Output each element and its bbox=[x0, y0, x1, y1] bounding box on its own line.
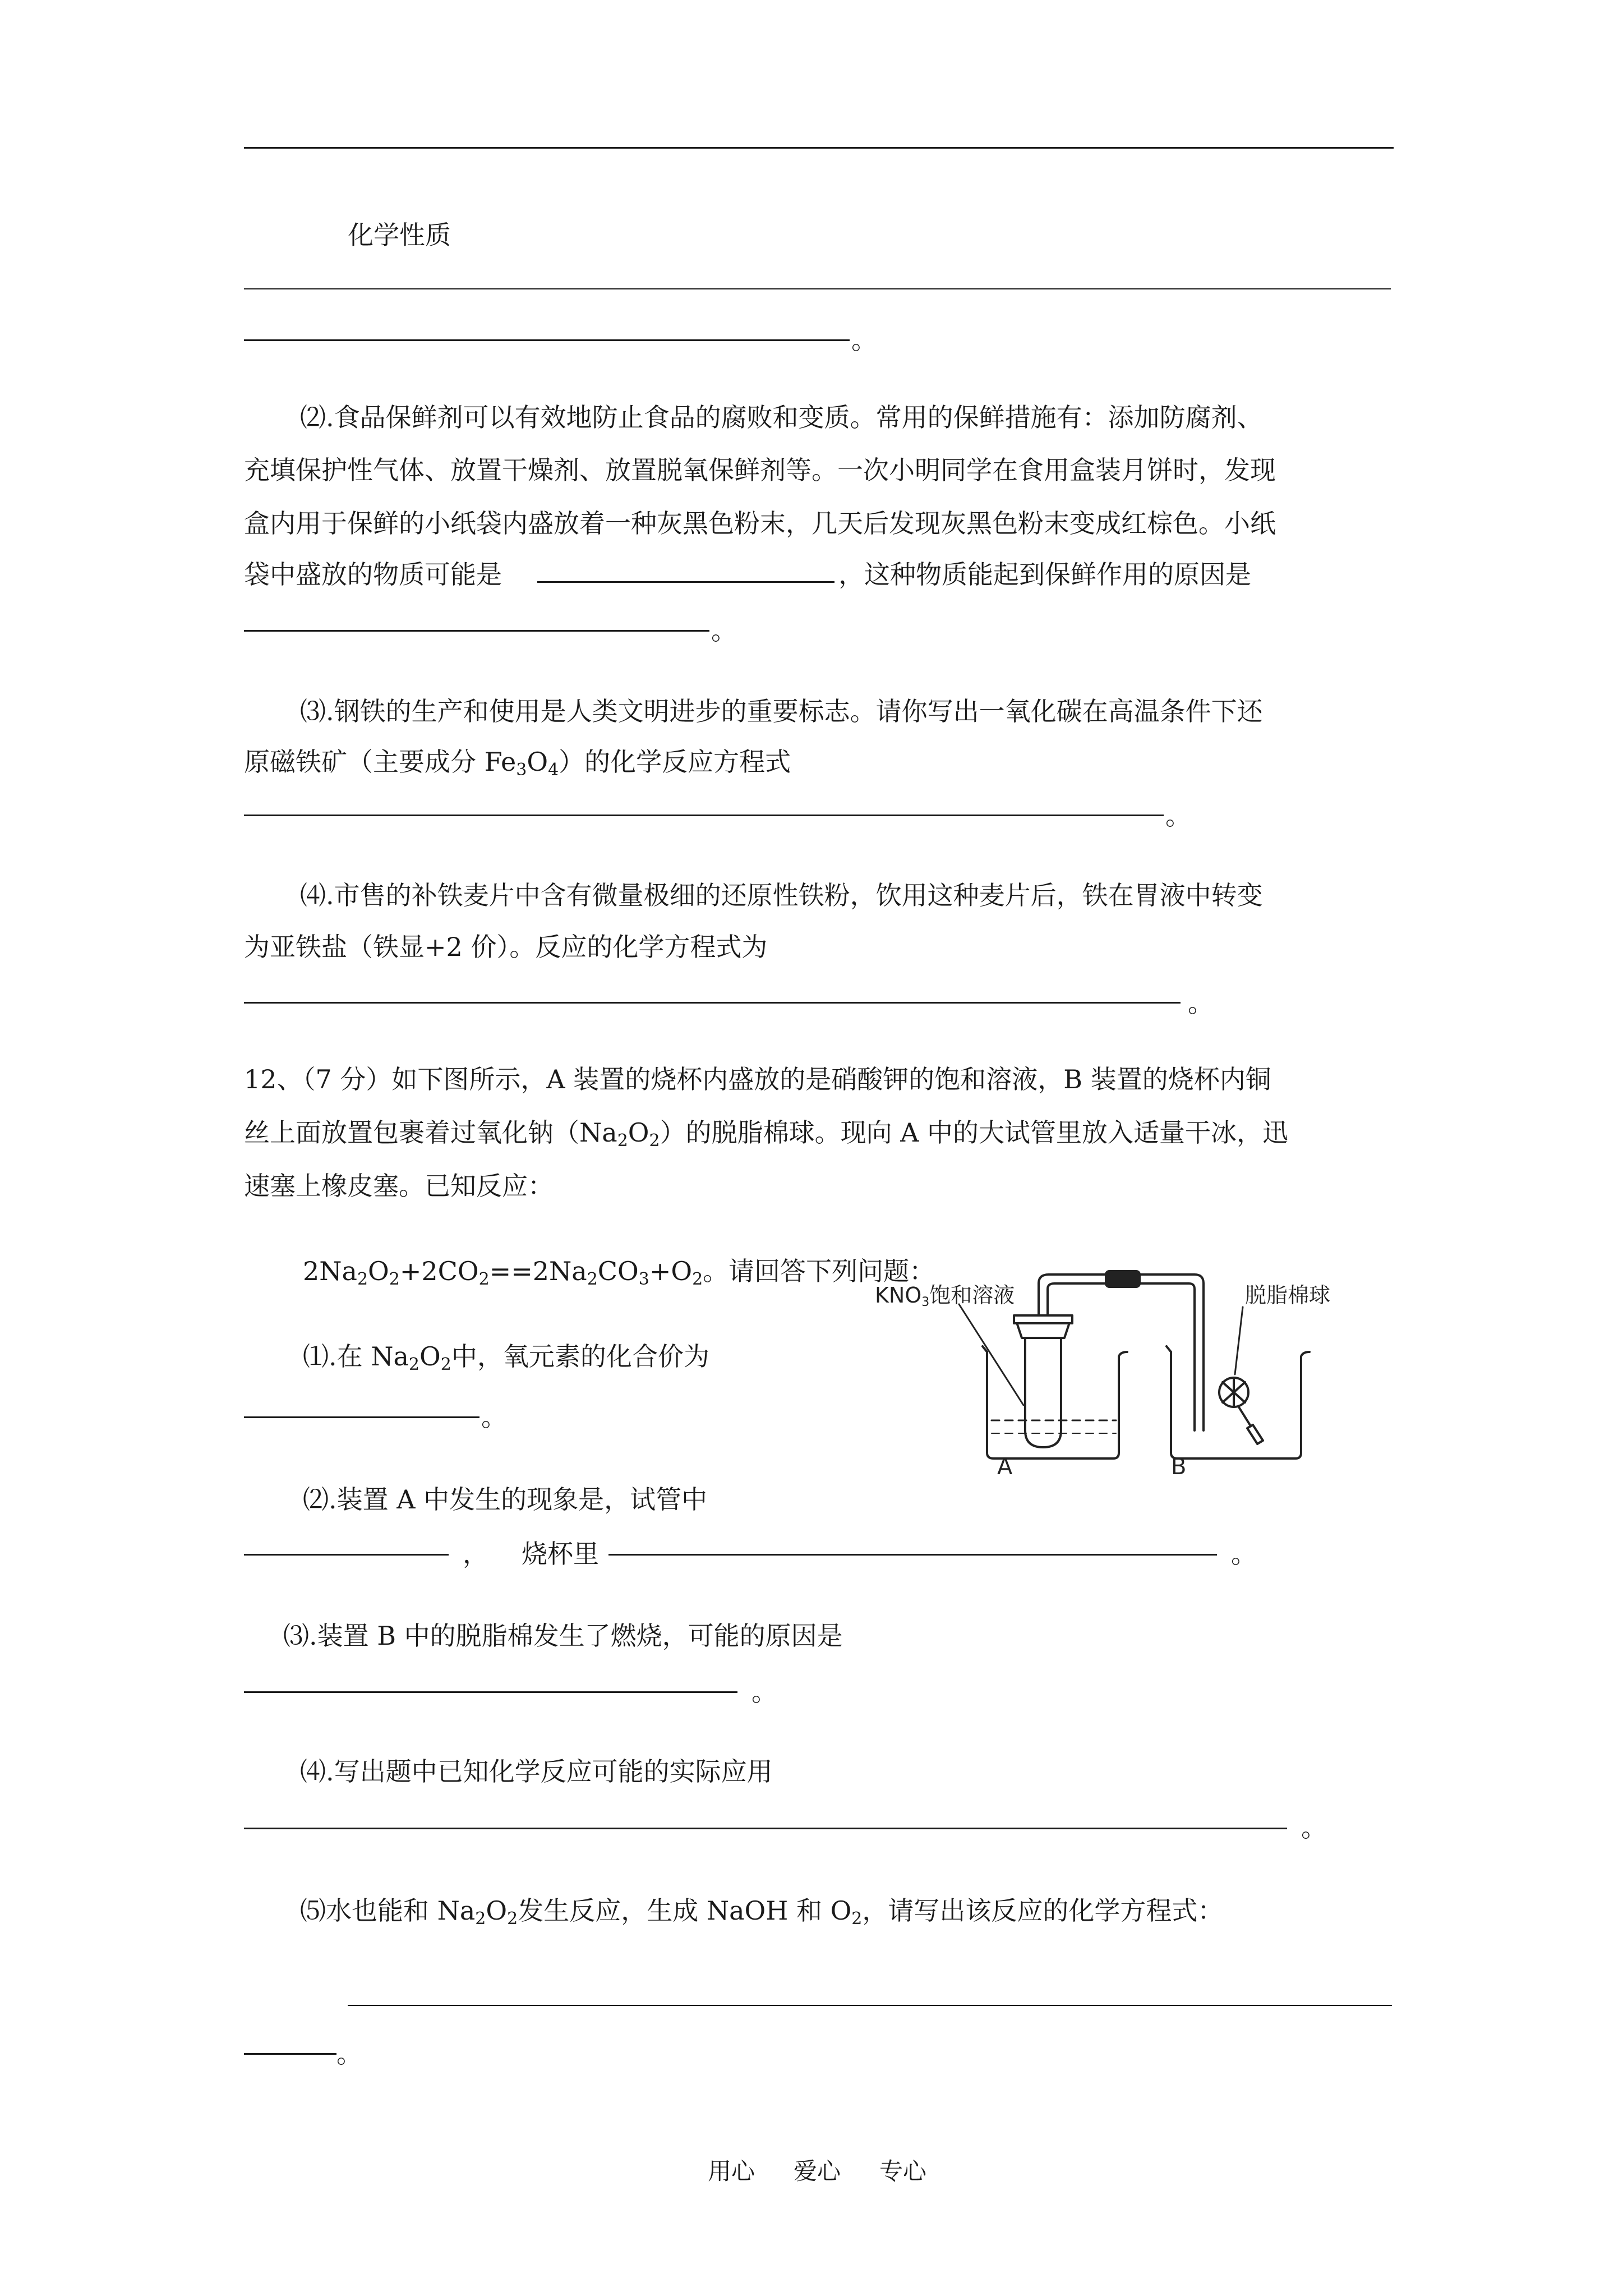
q12-q4: ⑷.写出题中已知化学反应可能的实际应用 bbox=[300, 1756, 773, 1787]
q11-p2-line2: 充填保护性气体、放置干燥剂、放置脱氧保鲜剂等。一次小明同学在食用盒装月饼时，发现 bbox=[244, 455, 1276, 485]
q12-q1: ⑴.在 $Na_2O_2$中，氧元素的化合价为 bbox=[303, 1341, 709, 1374]
answer-blank-chem-prop-2 bbox=[244, 339, 850, 341]
q12-intro-line3: 速塞上橡皮塞。已知反应： bbox=[244, 1171, 554, 1201]
period: 。 bbox=[1165, 800, 1191, 831]
answer-blank-p2-reason bbox=[244, 630, 709, 632]
figure-label-a: A bbox=[997, 1454, 1013, 1475]
q12-q2-beaker: 烧杯里 bbox=[522, 1539, 599, 1569]
period: 。 bbox=[336, 2039, 362, 2069]
answer-blank-q12-5b bbox=[244, 2053, 336, 2055]
q11-p3-line1: ⑶.钢铁的生产和使用是人类文明进步的重要标志。请你写出一氧化碳在高温条件下还 bbox=[300, 696, 1263, 726]
footer-word-3: 专心 bbox=[879, 2157, 927, 2185]
test-tube-a bbox=[1025, 1335, 1061, 1447]
q11-p2-line1: ⑵.食品保鲜剂可以有效地防止食品的腐败和变质。常用的保鲜措施有：添加防腐剂、 bbox=[300, 402, 1263, 432]
leader-line-b bbox=[1235, 1307, 1243, 1374]
q11-p2-line4a: 袋中盛放的物质可能是 bbox=[244, 559, 502, 590]
apparatus-figure bbox=[864, 1262, 1368, 1475]
q12-intro-line2: 丝上面放置包裹着过氧化钠$(Na_2O_2)$的脱脂棉球。现向 A 中的大试管里放入适量干冰，迅 bbox=[244, 1117, 1289, 1151]
header-rule bbox=[244, 147, 1394, 149]
answer-blank-p3-equation bbox=[244, 815, 1164, 816]
chem-prop-label: 化学性质 bbox=[348, 220, 451, 250]
answer-blank-p4-equation bbox=[244, 1002, 1181, 1004]
figure-label-kno3: KNO3饱和溶液 bbox=[875, 1283, 1015, 1309]
figure-label-cotton: 脱脂棉球 bbox=[1245, 1283, 1331, 1308]
q12-q2: ⑵.装置 A 中发生的现象是，试管中 bbox=[303, 1484, 708, 1515]
q11-p4-line1: ⑷.市售的补铁麦片中含有微量极细的还原性铁粉，饮用这种麦片后，铁在胃液中转变 bbox=[300, 880, 1263, 910]
answer-blank-p2-substance bbox=[537, 581, 834, 583]
q11-p3-line2: 原磁铁矿（主要成分 $Fe_3O_4$）的化学反应方程式 bbox=[244, 747, 791, 780]
answer-blank-q12-1 bbox=[244, 1416, 479, 1418]
q12-q2-comma: ， bbox=[463, 1539, 488, 1569]
answer-blank-q12-4 bbox=[244, 1828, 1287, 1829]
q12-intro-line1: 12、（7 分）如下图所示，A 装置的烧杯内盛放的是硝酸钾的饱和溶液，B 装置的烧杯内铜 bbox=[244, 1064, 1271, 1094]
period: 。 bbox=[751, 1677, 777, 1707]
answer-blank-chem-prop-1 bbox=[244, 288, 1391, 289]
footer-word-1: 用心 bbox=[708, 2157, 755, 2185]
answer-blank-q12-2b bbox=[608, 1554, 1217, 1556]
period: 。 bbox=[711, 615, 737, 646]
answer-blank-q12-3 bbox=[244, 1691, 737, 1693]
answer-blank-q12-2a bbox=[244, 1554, 449, 1556]
period: 。 bbox=[1188, 988, 1214, 1018]
footer-word-2: 爱心 bbox=[794, 2157, 841, 2185]
period: 。 bbox=[481, 1402, 507, 1432]
q12-q3: ⑶.装置 B 中的脱脂棉发生了燃烧，可能的原因是 bbox=[283, 1621, 843, 1651]
q11-p2-line4b: ，这种物质能起到保鲜作用的原因是 bbox=[838, 559, 1251, 590]
answer-blank-q12-5a bbox=[348, 2005, 1392, 2006]
q11-p2-line3: 盒内用于保鲜的小纸袋内盛放着一种灰黑色粉末，几天后发现灰黑色粉末变成红棕色。小纸 bbox=[244, 508, 1276, 539]
figure-label-b: B bbox=[1171, 1454, 1187, 1475]
q11-p4-line2: 为亚铁盐（铁显+2 价）。反应的化学方程式为 bbox=[244, 932, 768, 962]
q12-q5: ⑸水也能和 $Na_2O_2$发生反应，生成 NaOH 和 $O_2$，请写出该反应的化学方程式： bbox=[300, 1895, 1224, 1929]
period: 。 bbox=[851, 325, 877, 355]
period: 。 bbox=[1231, 1539, 1257, 1569]
period: 。 bbox=[1301, 1812, 1327, 1843]
rubber-connector bbox=[1106, 1271, 1140, 1287]
q12-equation: $2Na_2O_2+2CO_2==2Na_2CO_3+O_2$。请回答下列问题： bbox=[303, 1256, 935, 1289]
